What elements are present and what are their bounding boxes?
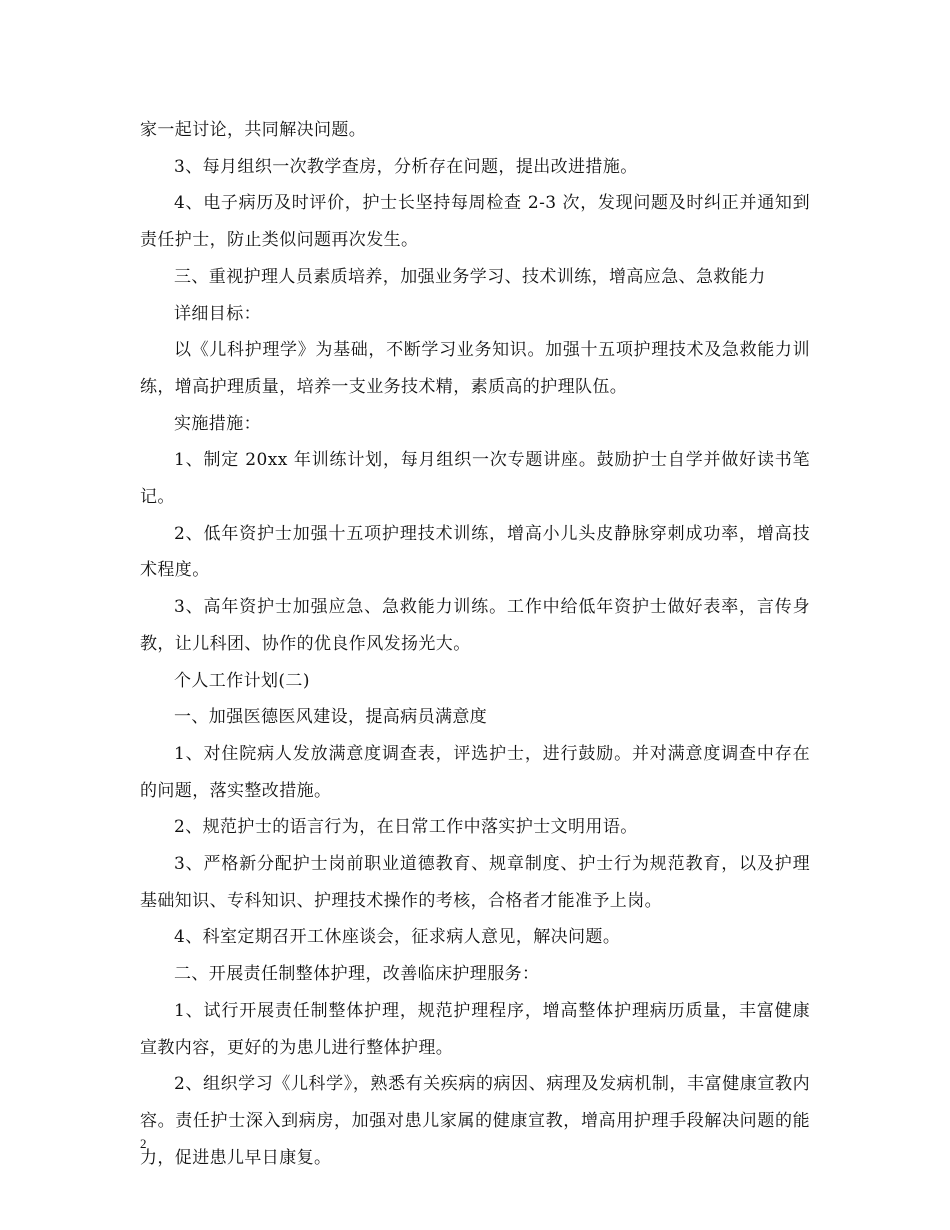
subheading: 详细目标： — [174, 303, 261, 324]
section-title: 个人工作计划(二) — [174, 670, 310, 691]
paragraph: 1、对住院病人发放满意度调查表，评选护士，进行鼓励。并对满意度调查中存在的问题，落实整改措施。 — [140, 743, 810, 801]
paragraph: 3、每月组织一次教学查房，分析存在问题，提出改进措施。 — [174, 156, 638, 177]
paragraph: 2、组织学习《儿科学》，熟悉有关疾病的病因、病理及发病机制，丰富健康宣教内容。责任护士深入到病房，加强对患儿家属的健康宣教，增高用护理手段解决问题的能力，促进患儿早日康复。 — [140, 1074, 810, 1168]
paragraph: 3、严格新分配护士岗前职业道德教育、规章制度、护士行为规范教育，以及护理基础知识、专科知识、护理技术操作的考核，合格者才能准予上岗。 — [140, 854, 810, 911]
paragraph: 1、试行开展责任制整体护理，规范护理程序，增高整体护理病历质量，丰富健康宣教内容，更好的为患儿进行整体护理。 — [140, 1000, 810, 1058]
paragraph: 以《儿科护理学》为基础，不断学习业务知识。加强十五项护理技术及急救能力训练，增高护理质量，培养一支业务技术精，素质高的护理队伍。 — [140, 340, 810, 397]
paragraph: 1、制定 20xx 年训练计划，每月组织一次专题讲座。鼓励护士自学并做好读书笔记。 — [140, 450, 810, 508]
page-number: 2 — [140, 1136, 147, 1151]
paragraph: 3、高年资护士加强应急、急救能力训练。工作中给低年资护士做好表率，言传身教，让儿科团、协作的优良作风发扬光大。 — [140, 597, 810, 654]
subheading: 实施措施： — [174, 413, 261, 434]
document-body — [140, 112, 810, 1176]
section-heading: 二、开展责任制整体护理，改善临床护理服务： — [174, 964, 540, 985]
section-heading: 三、重视护理人员素质培养，加强业务学习、技术训练，增高应急、急救能力 — [174, 266, 766, 287]
paragraph: 4、科室定期召开工休座谈会，征求病人意见，解决问题。 — [174, 927, 621, 948]
paragraph: 2、低年资护士加强十五项护理技术训练，增高小儿头皮静脉穿刺成功率，增高技术程度。 — [140, 523, 810, 581]
section-heading: 一、加强医德医风建设，提高病员满意度 — [174, 707, 488, 728]
paragraph: 4、电子病历及时评价，护士长坚持每周检查 2-3 次，发现问题及时纠正并通知到责任护士，防止类似问题再次发生。 — [140, 193, 810, 251]
paragraph: 2、规范护士的语言行为，在日常工作中落实护士文明用语。 — [174, 817, 638, 838]
paragraph: 家一起讨论，共同解决问题。 — [140, 120, 367, 140]
